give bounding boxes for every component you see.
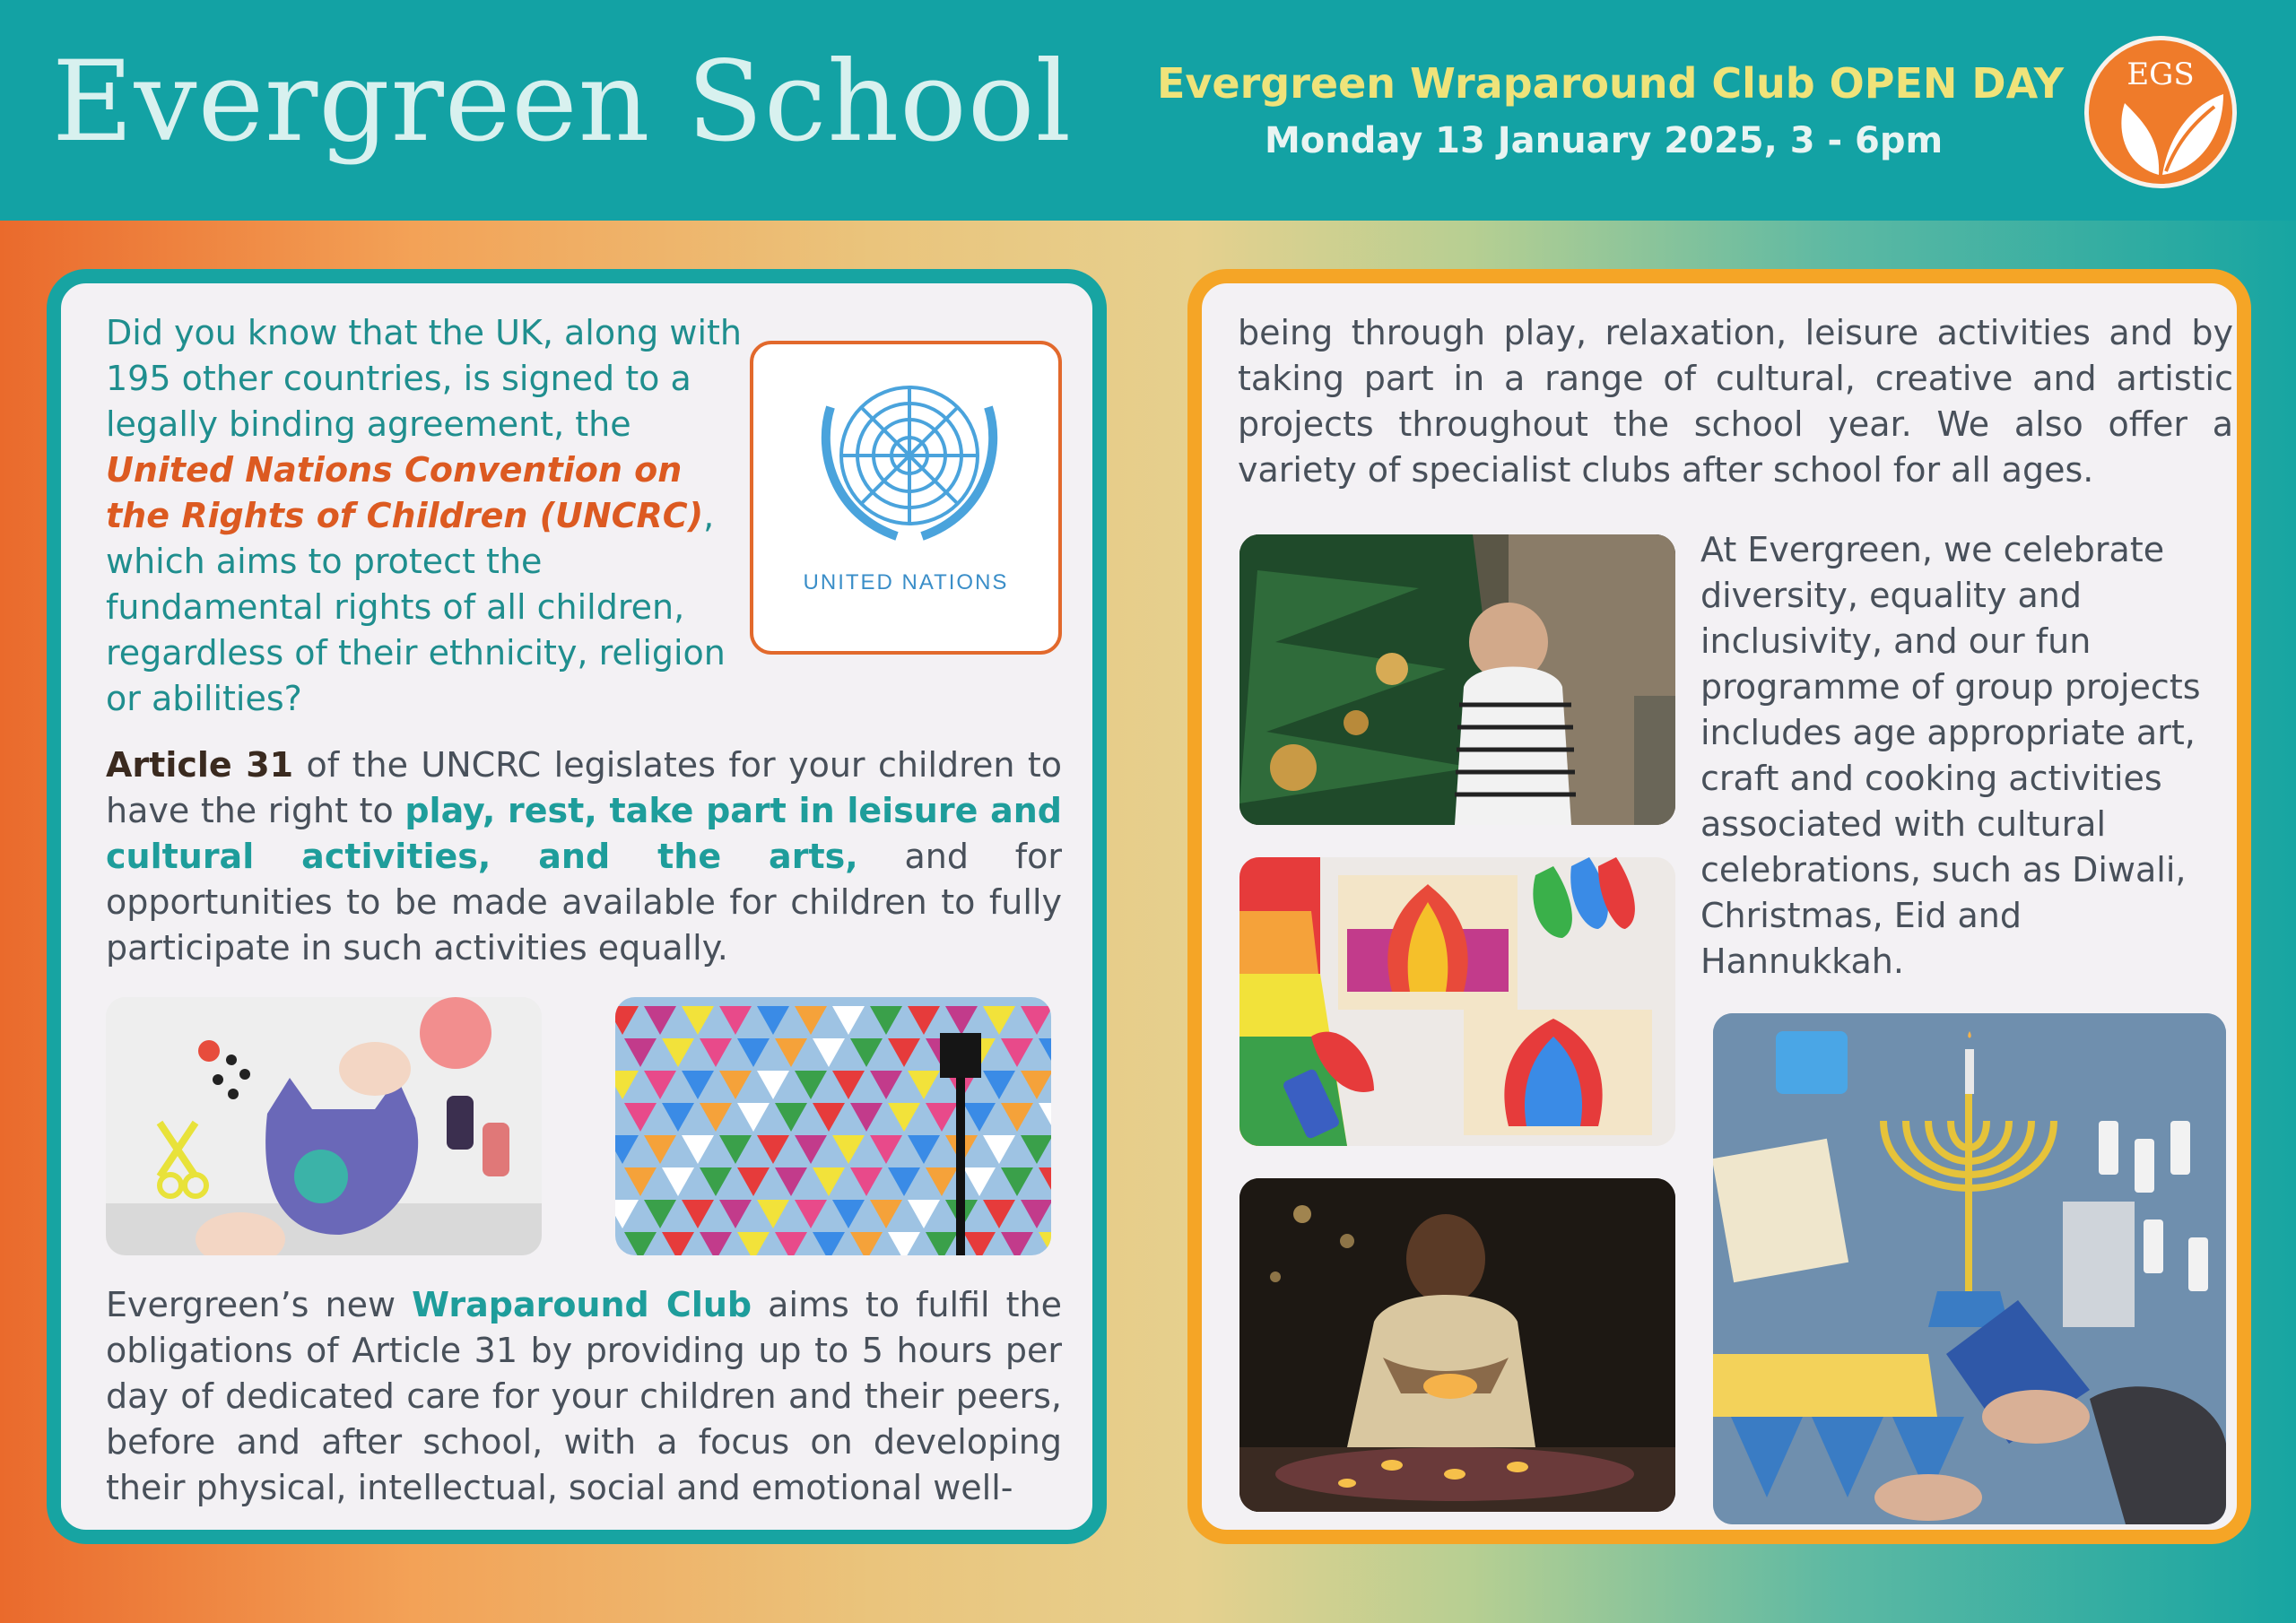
bunting-photo — [615, 997, 1051, 1255]
event-title: Evergreen Wraparound Club OPEN DAY — [1157, 59, 2065, 108]
article-text-start: of the UNCRC legislates for your children to have the right to — [106, 745, 1062, 830]
hanukkah-photo — [1713, 1013, 2226, 1524]
wraparound-paragraph — [106, 1282, 1062, 1511]
christmas-photo — [1239, 534, 1675, 825]
craft-cat-photo — [106, 997, 542, 1255]
school-logo — [2084, 36, 2237, 188]
un-label: UNITED NATIONS — [803, 570, 1009, 595]
wrap-text-start: Evergreen’s new — [106, 1285, 413, 1324]
celebrate-paragraph: At Evergreen, we celebrate diversity, equality and inclusivity, and our fun programme of group projects includes age appropriate art, craft and cooking activities associated with cultural celebrations, such as Diwali, Christmas, Eid and Hannukkah. — [1700, 530, 2201, 981]
wrap-text-end: aims to fulfil the obligations of Article 31 by providing up to 5 hours per day of dedicated care for your children and their peers, before and after school, with a focus on developing their physical, intellectual, social and emotional well- — [106, 1285, 1062, 1507]
continuation-paragraph: being through play, relaxation, leisure activities and by taking part in a range of cultural, creative and artistic projects throughout the school year. We also offer a variety of specialist clubs after school for all ages. — [1238, 313, 2233, 490]
un-emblem-icon — [753, 344, 1065, 577]
school-name: Evergreen School — [52, 38, 1073, 167]
intro-text-start: Did you know that the UK, along with 195 other countries, is signed to a legally binding agreement, the — [106, 313, 742, 444]
diwali-photo — [1239, 1178, 1675, 1512]
left-panel — [47, 269, 1107, 1544]
intro-text-end: , which aims to protect the fundamental rights of all children, regardless of their ethnicity, religion or abilities? — [106, 496, 726, 718]
logo-text: EGS — [2126, 56, 2195, 92]
intro-paragraph — [106, 310, 757, 722]
page-header — [0, 0, 2296, 221]
un-logo-box — [750, 341, 1062, 655]
article-text-end: and for opportunities to be made available for children to fully participate in such activities equally. — [106, 837, 1062, 968]
event-date: Monday 13 January 2025, 3 - 6pm — [1265, 120, 1944, 161]
article-31-label: Article 31 — [106, 745, 294, 785]
wraparound-club-highlight: Wraparound Club — [412, 1285, 752, 1324]
article-paragraph — [106, 742, 1062, 971]
right-panel — [1187, 269, 2251, 1544]
eid-craft-photo — [1239, 857, 1675, 1146]
article-highlight: play, rest, take part in leisure and cultural activities, and the arts, — [106, 791, 1062, 876]
uncrc-highlight: United Nations Convention on the Rights of Children (UNCRC) — [106, 450, 704, 535]
